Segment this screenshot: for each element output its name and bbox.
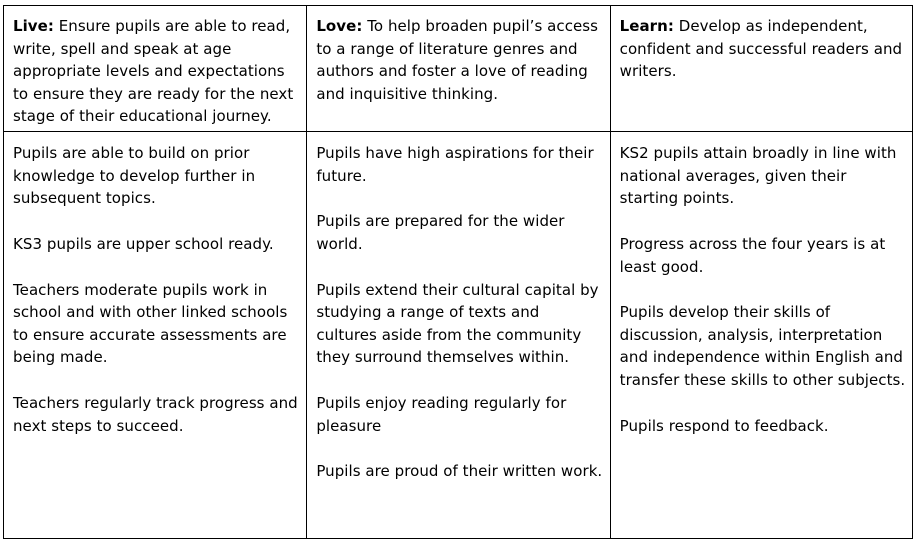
outcome-paragraph: Pupils enjoy reading regularly for pleasure [316,393,567,435]
outcome-paragraph: KS3 pupils are upper school ready. [13,235,274,254]
outcome-paragraph: Pupils respond to feedback. [619,416,829,435]
live-description: Ensure pupils are able to read, write, spell and speak at age appropriate levels and expectations to ensure they are ready for the next stage of their educational journey. [13,17,294,126]
love-cell [307,6,610,132]
outcome-paragraph: Pupils are prepared for the wider world. [316,212,565,254]
outcome-paragraph: Teachers regularly track progress and next steps to succeed. [13,393,298,435]
live-heading: Live: [13,17,54,35]
outcome-paragraph: Pupils have high aspirations for their future. [316,144,594,185]
love-heading: Love: [316,17,363,35]
outcome-paragraph: Progress across the four years is at least good. [619,235,886,276]
learn-description: Develop as independent, confident and successful readers and writers. [619,17,903,81]
live-outcomes-cell [4,132,307,539]
love-description: To help broaden pupil’s access to a range of literature genres and authors and foster a love of reading and inquisitive thinking. [316,17,599,103]
outcome-paragraph: KS2 pupils attain broadly in line with national averages, given their starting points. [619,144,897,208]
love-outcomes-cell [307,132,610,539]
learn-outcomes-cell [610,132,912,539]
outcome-paragraph: Pupils are proud of their written work. [316,462,603,481]
outcome-paragraph: Pupils are able to build on prior knowledge to develop further in subsequent topics. [13,144,256,208]
learn-cell [610,6,912,132]
outcome-paragraph: Pupils develop their skills of discussion, analysis, interpretation and independence within English and transfer these skills to other subjects. [619,303,906,389]
header-row [4,6,913,132]
outcome-paragraph: Pupils extend their cultural capital by studying a range of texts and cultures aside from the community they surround themselves within. [316,280,599,367]
outcome-paragraph: Teachers moderate pupils work in school and with other linked schools to ensure accurate assessments are being made. [13,280,288,367]
live-cell [4,6,307,132]
outcomes-row [4,132,913,539]
live-love-learn-table [3,5,913,539]
learn-heading: Learn: [619,17,674,35]
